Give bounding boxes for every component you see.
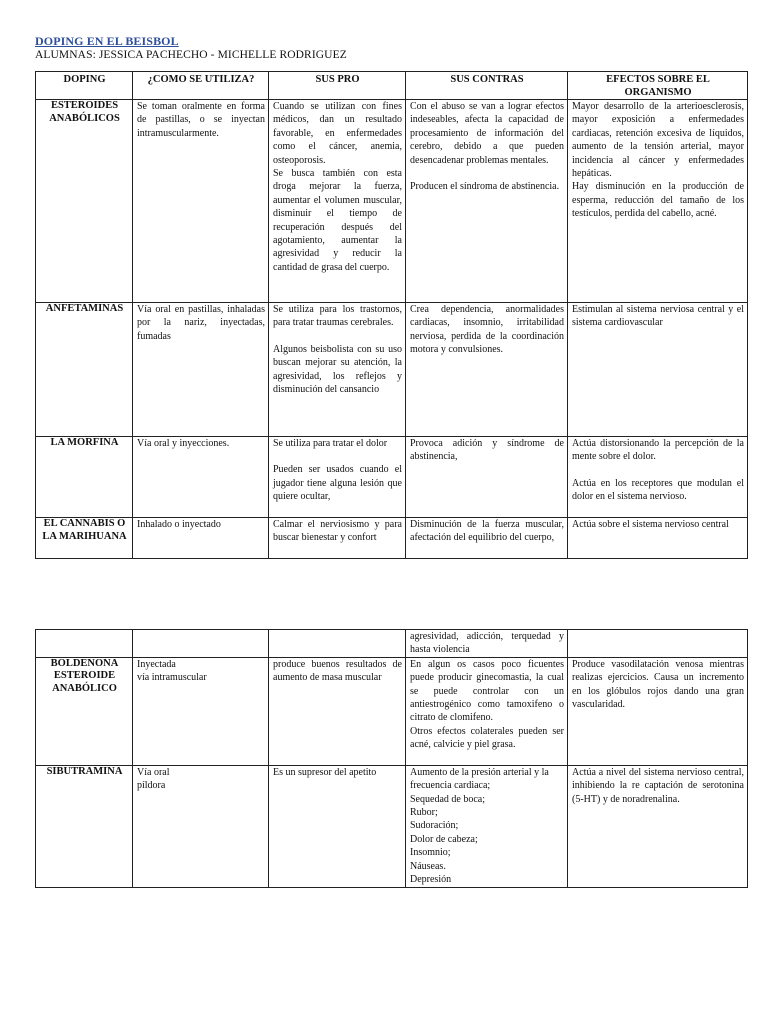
row-pro [269,657,406,765]
row-efectos [568,303,748,437]
row-pro [269,765,406,887]
table-row [36,437,748,518]
row-contras [406,437,568,518]
contras-paragraph: En algun os casos poco ficuentes puede producir ginecomastia, la cual se puede controlar con un antiestrogénico como tamoxifeno o citrato de clomifeno. [410,658,564,724]
paragraph-gap [273,450,402,463]
contras-continuation: agresividad, adicción, terquedad y hasta violencia [406,630,568,658]
efectos-paragraph: Actúa en los receptores que modulan el dolor en el sistema nervioso. [572,477,744,503]
paragraph-gap [410,167,564,180]
contras-paragraph: Crea dependencia, anormalidades cardiacas, insomnio, irritabilidad nerviosa, perdida de la coordinación motora y convulsiones. [410,304,564,356]
pro-paragraph: Se busca también con esta droga mejorar la fuerza, aumentar el volumen muscular, disminuir el tiempo de recuperación después del agotamiento, aumentar la agresividad y reducir la cantidad de grasa del cuerpo. [273,168,402,273]
row-name: LA MORFINA [36,437,133,518]
table-header-row [36,72,748,100]
table-row [36,518,748,559]
paragraph-gap [273,330,402,343]
efectos-paragraph: Actúa sobre el sistema nervioso central [572,519,729,530]
row-name: BOLDENONA ESTEROIDE ANABÓLICO [36,657,133,765]
doping-table-page2 [35,629,748,888]
row-name: SIBUTRAMINA [36,765,133,887]
efectos-paragraph: Mayor desarrollo de la arterioesclerosis, mayor exposición a enfermedades cardiacas, retención excesiva de líquidos, aumento de la tensión arterial, mayor incidencia al cáncer y enfermedades hepáticas. [572,101,744,180]
empty-cell [568,630,748,658]
table-row [36,657,748,765]
row-name: ANFETAMINAS [36,303,133,437]
header-como-se-utiliza: ¿COMO SE UTILIZA? [133,72,269,100]
efectos-paragraph: Hay disminución en la producción de esperma, reducción del tamaño de los testículos, perdida del cabello, acné. [572,181,744,220]
pro-paragraph: Algunos beisbolista con su uso buscan mejorar su atención, la agresividad, los reflejos y disminución del cansancio [273,343,402,396]
row-uso: Vía oral y inyecciones. [133,437,269,518]
efectos-paragraph: Produce vasodilatación venosa mientras realizas ejercicios. Causa un incremento en los glóbulos rojos dando una gran vascularidad. [572,658,744,711]
efectos-paragraph: Actúa distorsionando la percepción de la mente sobre el dolor. [572,438,744,463]
contras-list: Aumento de la presión arterial y la frecuencia cardiaca; Sequedad de boca; Rubor; Sudoración; Dolor de cabeza; Insomnio; Náuseas. Depresión [410,766,549,886]
row-pro [269,100,406,303]
pro-paragraph: Se utiliza para los trastornos, para tratar traumas cerebrales. [273,304,402,329]
row-uso [133,657,269,765]
row-pro [269,518,406,559]
empty-cell [133,630,269,658]
header-sus-pro: SUS PRO [269,72,406,100]
row-pro [269,437,406,518]
pro-paragraph: Es un supresor del apetito [273,766,377,778]
table-row-continuation [36,630,748,658]
efectos-paragraph: Estimulan al sistema nerviosa central y el sistema cardiovascular [572,304,744,329]
doping-table-page1 [35,71,748,559]
row-name: ESTEROIDES ANABÓLICOS [36,100,133,303]
row-efectos [568,100,748,303]
table-row [36,100,748,303]
row-efectos [568,437,748,518]
uso-text: Vía oral píldora [137,766,170,792]
row-pro [269,303,406,437]
header-efectos: EFECTOS SOBRE EL ORGANISMO [568,72,748,100]
contras-paragraph: Producen el síndroma de abstinencia. [410,181,560,193]
empty-cell [269,630,406,658]
row-contras [406,303,568,437]
uso-text: Inyectada vía intramuscular [137,658,207,684]
row-name: EL CANNABIS O LA MARIHUANA [36,518,133,559]
row-efectos [568,518,748,559]
row-efectos [568,765,748,887]
authors-line: ALUMNAS: JESSICA PACHECHO - MICHELLE RODRIGUEZ [35,49,347,61]
header-sus-contras: SUS CONTRAS [406,72,568,100]
empty-cell [36,630,133,658]
table-row [36,765,748,887]
contras-paragraph: Con el abuso se van a lograr efectos indeseables, afecta la capacidad de procesamiento de información del cerebro, debido a que pueden desencadenar problemas mentales. [410,101,564,166]
pro-paragraph: Pueden ser usados cuando el jugador tiene alguna lesión que quiere ocultar, [273,464,402,503]
row-contras [406,100,568,303]
row-uso [133,765,269,887]
pro-paragraph: Cuando se utilizan con fines médicos, dan un resultado favorable, en enfermedades como el cáncer, anemia, osteoporosis. [273,101,402,166]
row-uso: Inhalado o inyectado [133,518,269,559]
row-contras [406,765,568,887]
contras-paragraph: Provoca adición y síndrome de abstinencia, [410,438,564,463]
contras-paragraph: Otros efectos colaterales pueden ser acné, calvicie y piel grasa. [410,725,564,751]
document-title: DOPING EN EL BEISBOL [35,34,179,48]
row-contras [406,657,568,765]
table-row [36,303,748,437]
pro-paragraph: produce buenos resultados de aumento de masa muscular [273,658,402,684]
pro-paragraph: Se utiliza para tratar el dolor [273,438,388,449]
header-doping: DOPING [36,72,133,100]
row-efectos [568,657,748,765]
contras-paragraph: Disminución de la fuerza muscular, afectación del equilibrio del cuerpo, [410,519,564,544]
pro-paragraph: Calmar el nerviosismo y para buscar bienestar y confort [273,519,402,544]
row-uso: Vía oral en pastillas, inhaladas por la nariz, inyectadas, fumadas [133,303,269,437]
row-uso: Se toman oralmente en forma de pastillas, o se inyectan intramuscularmente. [133,100,269,303]
paragraph-gap [572,464,744,477]
row-contras [406,518,568,559]
efectos-paragraph: Actúa a nivel del sistema nervioso central, inhibiendo la re captación de serotonina (5-HT) y de noradrenalina. [572,766,744,805]
